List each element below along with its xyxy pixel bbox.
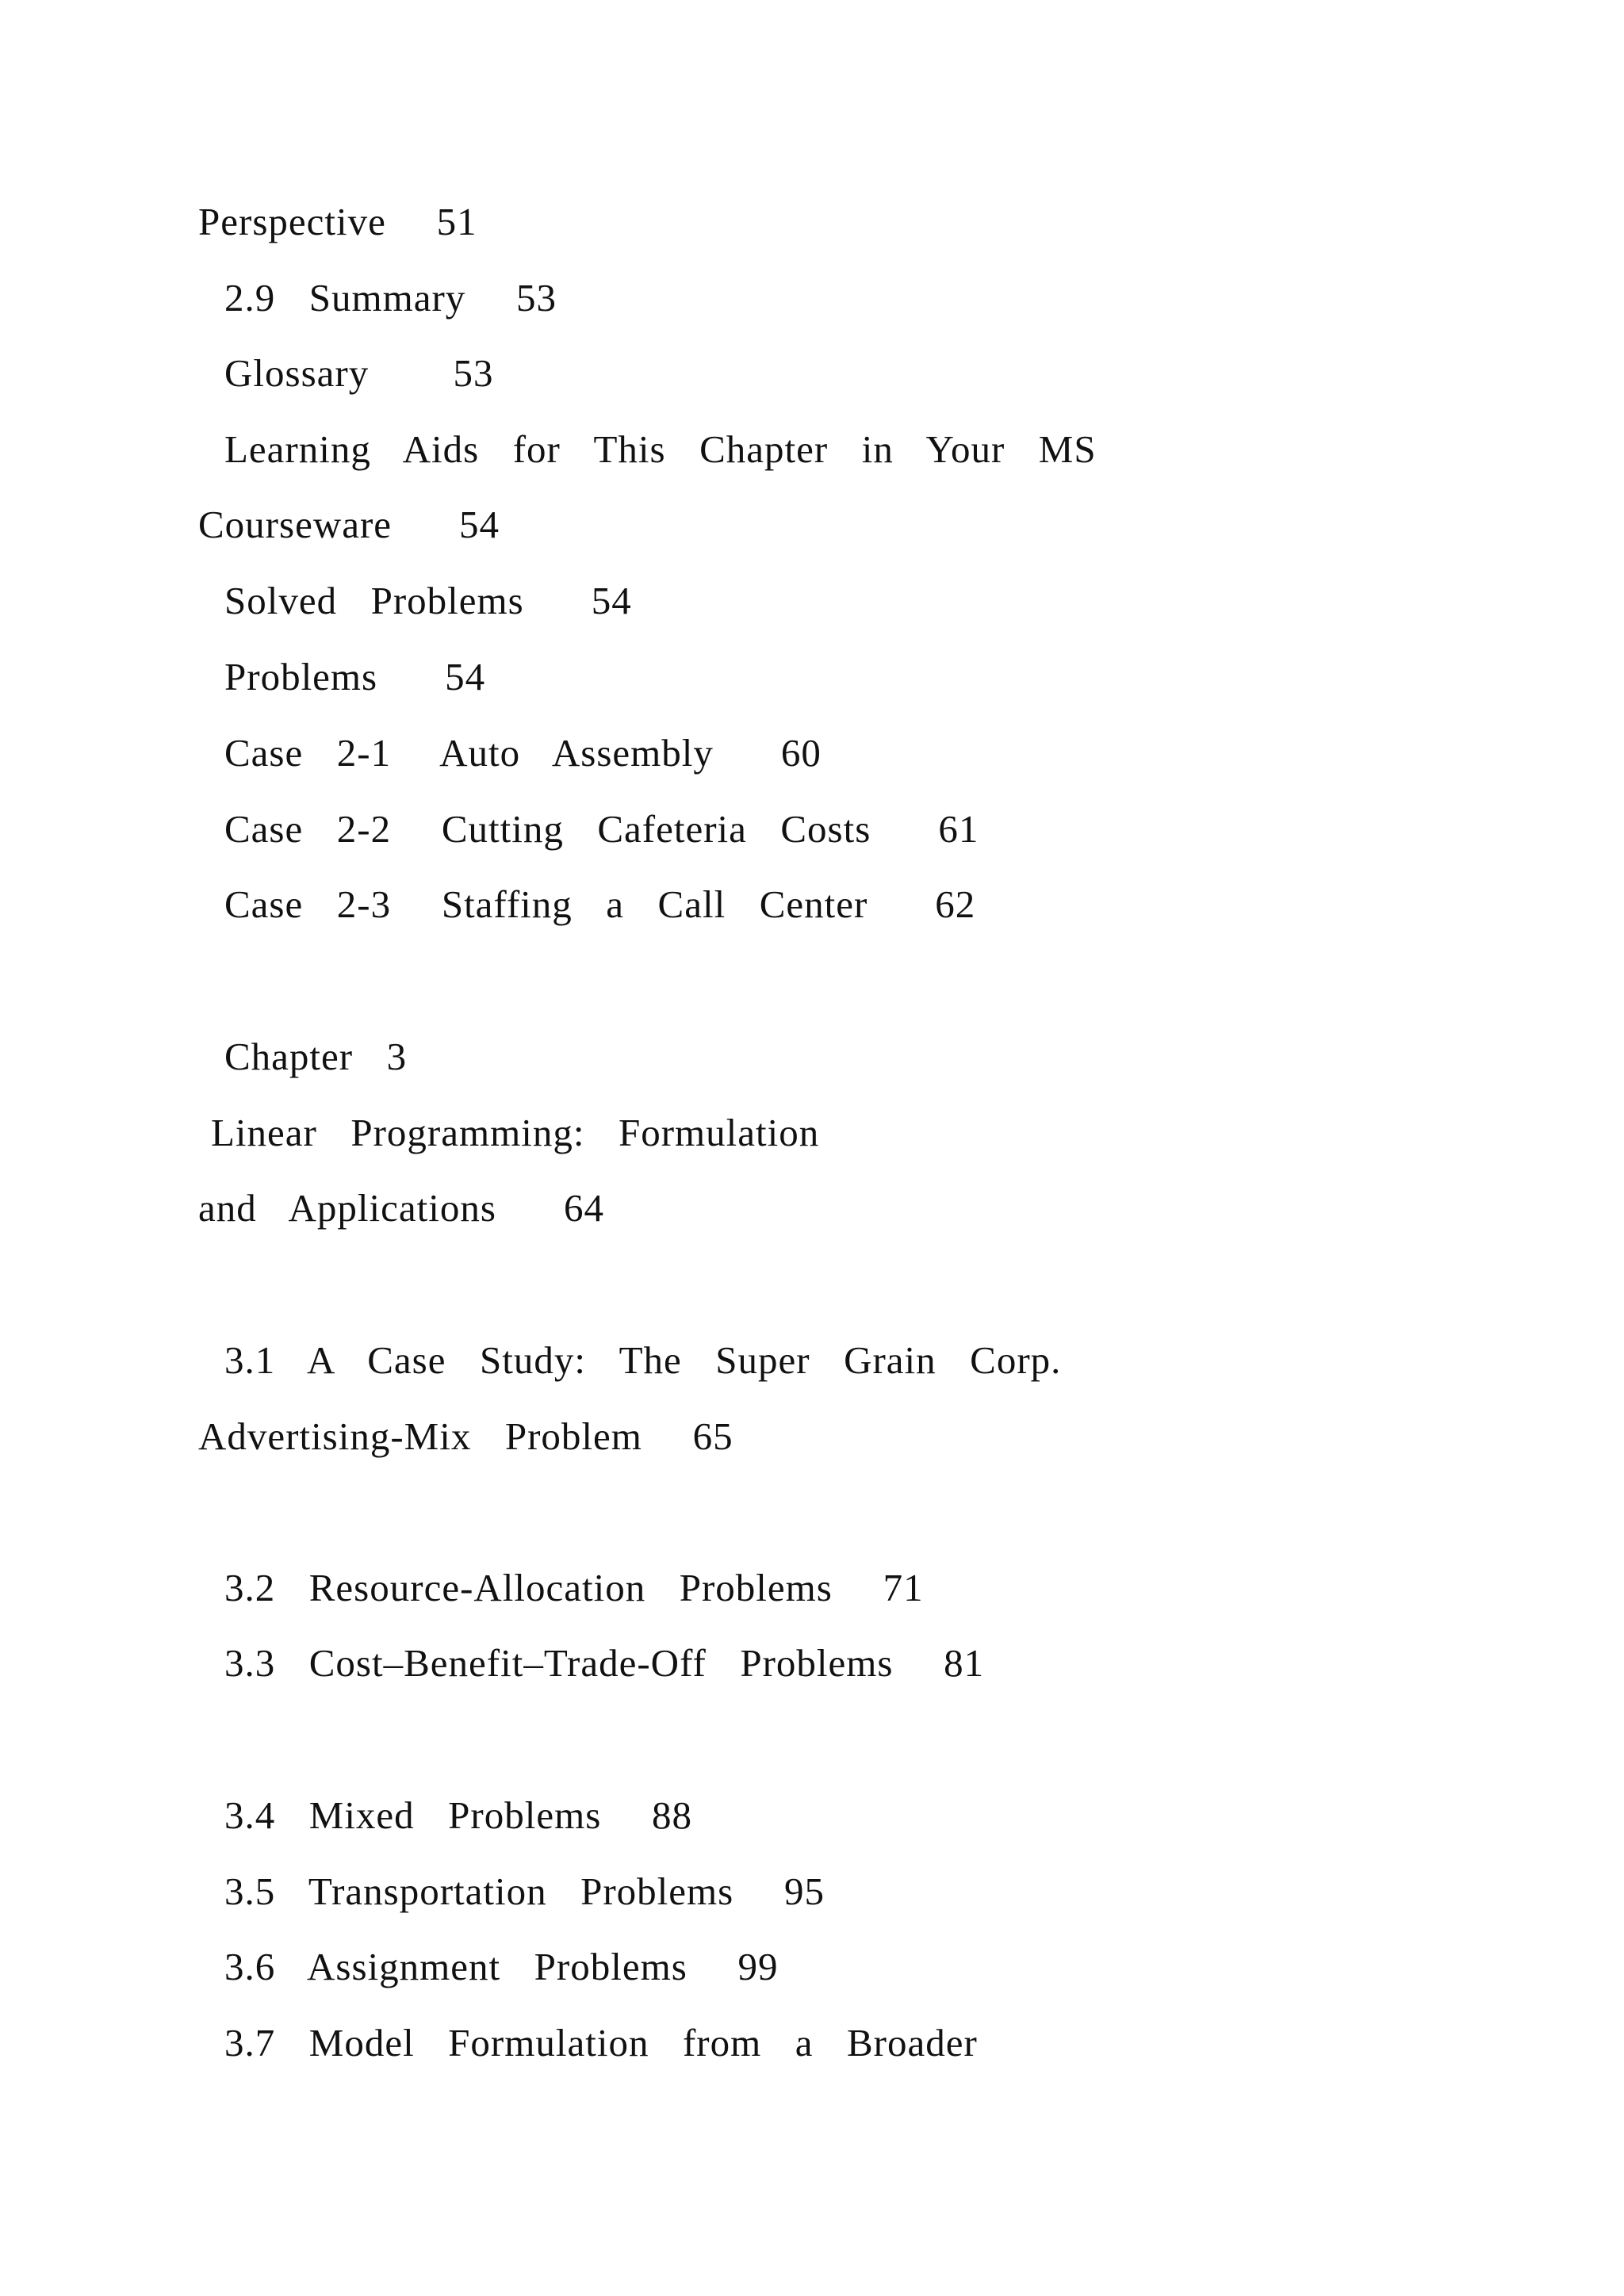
- toc-entry-2-9-summary: 2.9 Summary 53: [224, 276, 557, 320]
- toc-entry-solved-problems: Solved Problems 54: [224, 579, 632, 622]
- toc-entry-learning-aids: Learning Aids for This Chapter in Your MS: [224, 427, 1097, 471]
- toc-entry-3-1-continued: Advertising-Mix Problem 65: [198, 1414, 733, 1458]
- chapter-title-continued: and Applications 64: [198, 1186, 604, 1230]
- toc-entry-3-3: 3.3 Cost–Benefit–Trade-Off Problems 81: [224, 1641, 985, 1685]
- toc-entry-problems: Problems 54: [224, 655, 486, 698]
- chapter-title: Linear Programming: Formulation: [211, 1111, 820, 1154]
- toc-entry-glossary: Glossary 53: [224, 351, 494, 395]
- toc-entry-3-6: 3.6 Assignment Problems 99: [224, 1945, 779, 1988]
- toc-entry-3-1: 3.1 A Case Study: The Super Grain Corp.: [224, 1338, 1062, 1382]
- toc-entry-3-2: 3.2 Resource-Allocation Problems 71: [224, 1566, 924, 1609]
- toc-entry-case-2-3: Case 2-3 Staffing a Call Center 62: [224, 882, 976, 926]
- toc-entry-case-2-2: Case 2-2 Cutting Cafeteria Costs 61: [224, 807, 979, 851]
- toc-entry-courseware: Courseware 54: [198, 503, 500, 546]
- toc-entry-3-5: 3.5 Transportation Problems 95: [224, 1869, 825, 1913]
- chapter-heading: Chapter 3: [224, 1035, 408, 1078]
- toc-entry-3-7: 3.7 Model Formulation from a Broader: [224, 2021, 978, 2064]
- toc-entry-case-2-1: Case 2-1 Auto Assembly 60: [224, 731, 822, 775]
- toc-entry-3-4: 3.4 Mixed Problems 88: [224, 1793, 693, 1837]
- toc-entry-perspective: Perspective 51: [198, 200, 477, 243]
